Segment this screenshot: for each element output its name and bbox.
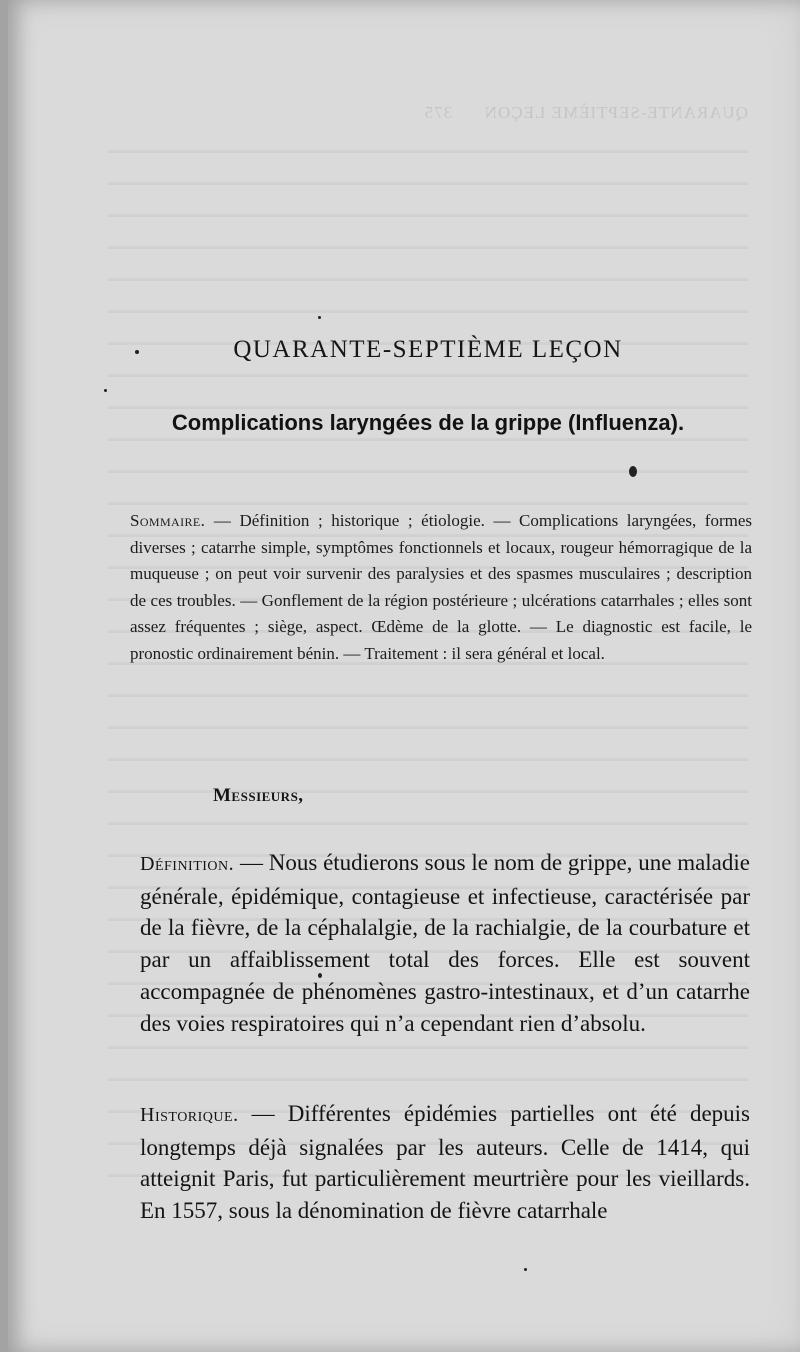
historique-label: Historique. xyxy=(140,1104,239,1126)
definition-text: — Nous étudierons sous le nom de grippe, une maladie générale, épidémique, contagieuse et infectieuse, caractérisée par de la fièvre, de la céphalalgie, de la rachialgie, de la courbature et par un affaiblissement total des forces. Elle est souvent accompagnée de phénomènes gastro-intestinaux, et d’un catarrhe des voies respiratoires qui n’a cependant rien d’absolu. xyxy=(140,850,750,1036)
ink-speck xyxy=(629,466,637,477)
ink-speck xyxy=(524,1268,527,1271)
ink-speck xyxy=(104,389,107,392)
summary-text: — Définition ; historique ; étiologie. — Complications laryngées, formes diverses ; catarrhe simple, symptômes fonctionnels et locaux, rougeur hémorragique de la muqueuse ; on peut voir survenir des paralysies et des spasmes musculaires ; description de ces troubles. — Gonflement de la région postérieure ; ulcérations catarrhales ; elles sont assez fréquentes ; siège, aspect. Œdème de la glotte. — Le diagnostic est facile, le pronostic ordinairement bénin. — Traitement : il sera général et local. xyxy=(130,511,752,663)
ink-speck xyxy=(318,316,321,319)
ink-speck xyxy=(135,350,139,354)
definition-label: Définition. xyxy=(140,853,235,875)
historique-paragraph xyxy=(140,1098,750,1227)
chapter-subtitle: Complications laryngées de la grippe (Influenza). xyxy=(171,410,685,435)
book-page xyxy=(8,0,800,1352)
bleed-through-header: QUARANTE-SEPTIÈME LEÇON 375 xyxy=(423,103,748,122)
chapter-title: QUARANTE-SEPTIÈME LEÇON xyxy=(233,336,623,363)
bleed-through-text xyxy=(108,150,748,1206)
definition-paragraph xyxy=(140,847,750,1039)
ink-speck xyxy=(318,973,322,978)
summary-paragraph xyxy=(130,508,752,667)
historique-text: — Différentes épidémies partielles ont été depuis longtemps déjà signalées par les auteurs. Celle de 1414, qui atteignit Paris, fut particulièrement meurtrière pour les vieillards. En 1557, sous la dénomination de fièvre catarrhale xyxy=(140,1101,750,1224)
summary-label: Sommaire. xyxy=(130,511,206,530)
salutation: Messieurs, xyxy=(213,785,304,806)
